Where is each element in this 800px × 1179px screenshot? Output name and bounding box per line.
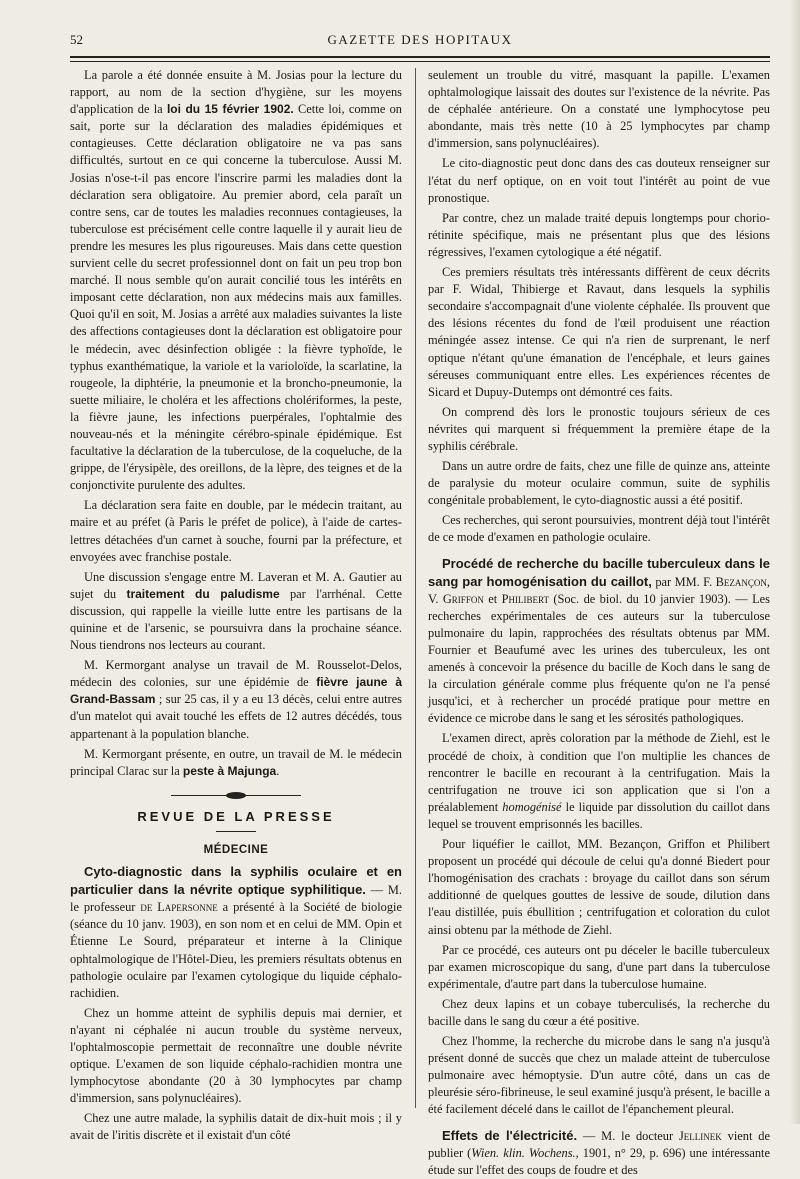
paragraph: Procédé de recherche du bacille tuberculeux dans le sang par homogénisation du caillot, par MM. F. Bezançon, V. Griffon et Philibert (Soc. de biol. du 10 janvier 1903). — Les recherches expérimentales de ces auteurs sur la tuberculose pulmonaire du lapin, rapprochées des résultats obtenus par MM. Fournier et Beaufumé avec les urines des tuberculeux, les ont amenés à concevoir la présence du bacille de Koch dans le sang de la circulation générale comme plus fréquente qu'on ne l'a pensé jusqu'ici, et à rechercher un procédé pratique pour mettre en évidence ce microbe dans le sang et les sérosités pathologiques.: [428, 555, 770, 726]
section-title: REVUE DE LA PRESSE: [137, 808, 335, 824]
highlight-fievre-jaune: fièvre jaune à Grand-Bassam: [70, 675, 402, 707]
right-column: [428, 67, 770, 1179]
paragraph: Une discussion s'engage entre M. Laveran et M. A. Gautier au sujet du traitement du paludisme par l'arrhénal. Cette discussion, qui rappelle la vieille lutte entre les partisans de la quinine et de l'arsenic, se poursuivra dans la prochaine séance. Nous tiendrons nos lecteurs au courant.: [70, 569, 402, 653]
paragraph: M. Kermorgant analyse un travail de M. Rousselot-Delos, médecin des colonies, sur une épidémie de fièvre jaune à Grand-Bassam ; sur 25 cas, il y a eu 13 décès, celui entre autres d'un matelot qui avait touché les effets de 12 autres décédés, tous appartenant à la population blanche.: [70, 658, 402, 741]
paragraph: Par ce procédé, ces auteurs ont pu déceler le bacille tuberculeux par examen microscopique du sang, d'une part dans la tuberculose expérimentale, d'autre part dans la tuberculose humaine.: [428, 942, 770, 991]
page-header: [70, 32, 770, 52]
paragraph: La déclaration sera faite en double, par le médecin traitant, au maire et au préfet (à Paris le préfet de police), à l'aide de cartes-lettres détachées d'un carnet à souche, fourni par la préfecture, et envoyées avec franchise postale.: [70, 498, 402, 564]
left-column: [70, 67, 402, 1145]
paragraph: La parole a été donnée ensuite à M. Josias pour la lecture du rapport, au nom de la section d'hygiène, sur les moyens d'application de la loi du 15 février 1902. Cette loi, comme on sait, porte sur la déclaration des maladies épidémiques et contagieuses. Cette déclaration obligatoire ne va pas sans difficultés, surtout en ce qui concerne la tuberculose. Aussi M. Josias n'ose-t-il pas encore l'inscrire parmi les maladies dont la déclaration sera obligatoire. Au premier abord, cela paraît un contre sens, car de toutes les maladies reconnues contagieuses, la tuberculose est précisément celle contre laquelle il y aurait lieu de prendre les mesures les plus rigoureuses. Mais dans cette question survient celle du secret professionnel dont on fait un peu trop bon marché. Il nous semble qu'on aurait concilié tous les intérêts en imposant cette déclaration, non aux médecins mais aux familles. Quoi qu'il en soit, M. Josias a arrêté aux maladies suivantes la liste des affections contagieuses dont la déclaration est obligatoire pour le médecin, avec désinfection obligée : la fièvre typhoïde, le typhus exanthématique, la variole et la varioloïde, la scarlatine, la rougeole, la diphtérie, la pneumonie et la broncho-pneumonie, la suette miliaire, le choléra et les affections cholériformes, la peste, la fièvre jaune, les infections puerpérales, l'ophtalmie des nouveau-nés et la méningite cérébro-spinale épidémique. Est facultative la déclaration de la tuberculose, de la coqueluche, de la grippe, de l'érysipèle, des oreillons, de la lèpre, des teignes et de la conjonctivite purulente des adultes.: [70, 68, 403, 493]
column-divider: [415, 68, 416, 1108]
paragraph: Le cito-diagnostic peut donc dans des cas douteux renseigner sur l'état du nerf optique, on en voit tout l'intérêt au point de vue pronostique.: [428, 156, 770, 205]
paragraph: Par contre, chez un malade traité depuis longtemps pour chorio-rétinite spécifique, mais ne présentant plus que des lésions régressives, l'examen cytologique a été négatif.: [428, 210, 770, 259]
subsection-title: MÉDECINE: [203, 843, 269, 856]
paragraph: Chez deux lapins et un cobaye tuberculisés, la recherche du bacille dans le sang du cœur a été positive.: [428, 996, 770, 1028]
paragraph: Chez l'homme, la recherche du microbe dans le sang n'a jusqu'à présent donné de succès que chez un malade atteint de tuberculose pulmonaire avec hémoptysie. D'un autre côté, dans un cas de pleurésie séro-fibrineuse, le seul examiné jusqu'à présent, le bacille a été facilement décelé dans le caillot de l'épanchement pleural.: [428, 1034, 770, 1117]
paragraph: Effets de l'électricité. — M. le docteur Jellinek vient de publier (Wien. klin. Wochens., 1901, n° 29, p. 696) une intéressante étude sur l'effet des coups de foudre et des: [428, 1127, 770, 1177]
article-title-electricite: Effets de l'électricité.: [442, 1127, 578, 1143]
highlight-law: loi du 15 février 1902.: [166, 102, 294, 117]
paragraph: Pour liquéfier le caillot, MM. Bezançon, Griffon et Philibert proposent un procédé qui découle de celui qu'a donné Biedert pour l'homogénisation des crachats : broyage du caillot dans son sérum additionné de quelques gouttes de lessive de soude, dilution dans l'eau distillée, puis ébullition ; centrifugation et coloration du culot ainsi obtenu par la méthode de Ziehl.: [428, 837, 770, 937]
paragraph: M. Kermorgant présente, en outre, un travail de M. le médecin principal Clarac sur la peste à Majunga.: [70, 746, 402, 778]
running-title: GAZETTE DES HOPITAUX: [327, 32, 513, 47]
paragraph: On comprend dès lors le pronostic toujours sérieux de ces névrites qui marquent si fréquemment la première étape de la syphilis cérébrale.: [428, 404, 770, 453]
section-rule: [216, 831, 256, 832]
paragraph: L'examen direct, après coloration par la méthode de Ziehl, est le procédé de choix, à condition que l'on multiplie les chances de rencontrer le bacille en recourant à la centrifugation. Mais la centrifugation ne trouve ici son application que si l'on a préalablement homogénisé le liquide par dissolution du caillot dans lequel se trouvent emprisonnés les bacilles.: [428, 731, 770, 831]
paragraph: Ces recherches, qui seront poursuivies, montrent déjà tout l'intérêt de ce mode d'examen en pathologie oculaire.: [428, 513, 770, 545]
page-number: 52: [70, 32, 83, 47]
paragraph: seulement un trouble du vitré, masquant la papille. L'examen ophtalmologique laissait des doutes sur l'existence de la névrite. Pas de céphalée antérieure. On a constaté une lymphocytose peu abondante, mais très nette (10 à 25 lymphocytes par champ d'immersion, sans polynucléaires).: [428, 68, 770, 151]
page-edge-shadow: [790, 0, 800, 1124]
highlight-paludisme: traitement du paludisme: [126, 586, 280, 601]
ornament-divider: [171, 792, 301, 800]
paragraph: Ces premiers résultats très intéressants diffèrent de ceux décrits par F. Widal, Thibierge et Ravaut, dans lesquels la syphilis secondaire s'accompagnait d'une violente céphalée. Ils prouvent que des lésions récentes du fond de l'œil produisent une réaction méningée assez intense. Ce qui n'a rien de surprenant, le nerf optique n'étant qu'une émanation de l'encéphale, et leurs gaines séreuses communiquant entre elles. Les expériences récentes de Sicard et Dupuy-Dutemps ont démontré ces faits.: [428, 265, 770, 399]
paragraph: Chez un homme atteint de syphilis depuis mai dernier, et n'ayant ni céphalée ni aucun trouble du système nerveux, l'ophtalmoscopie permettait de reconnaître une double névrite optique. L'examen de son liquide céphalo-rachidien montra une lymphocytose abondante (20 à 30 lymphocytes par champ d'immersion, sans polynucléaires).: [70, 1005, 402, 1106]
highlight-peste: peste à Majunga: [182, 763, 277, 778]
paragraph: Cyto-diagnostic dans la syphilis oculaire et en particulier dans la névrite optique syphilitique. — M. le professeur de Lapersonne a présenté à la Société de biologie (séance du 10 janv. 1903), en son nom et en celui de MM. Opin et Étienne Le Sourd, préparateur et interne à la Clinique ophtalmologique de l'Hôtel-Dieu, les premiers résultats obtenus en pathologie oculaire par l'examen cytologique du liquide céphalo-rachidien.: [70, 864, 402, 1000]
paragraph: Dans un autre ordre de faits, chez une fille de quinze ans, atteinte de paralysie du moteur oculaire commun, suite de syphilis congénitale probablement, le cyto-diagnostic aussi a été positif.: [428, 459, 770, 508]
article-title-cyto: Cyto-diagnostic dans la syphilis oculaire et en particulier dans la névrite optique syphilitique.: [70, 864, 402, 898]
paragraph: Chez une autre malade, la syphilis datait de dix-huit mois ; il y avait de l'iritis discrète et il existait d'un côté: [70, 1111, 402, 1143]
article-title-bacille: Procédé de recherche du bacille tuberculeux dans le sang par homogénisation du caillot,: [428, 555, 770, 589]
header-rule: [70, 56, 770, 62]
